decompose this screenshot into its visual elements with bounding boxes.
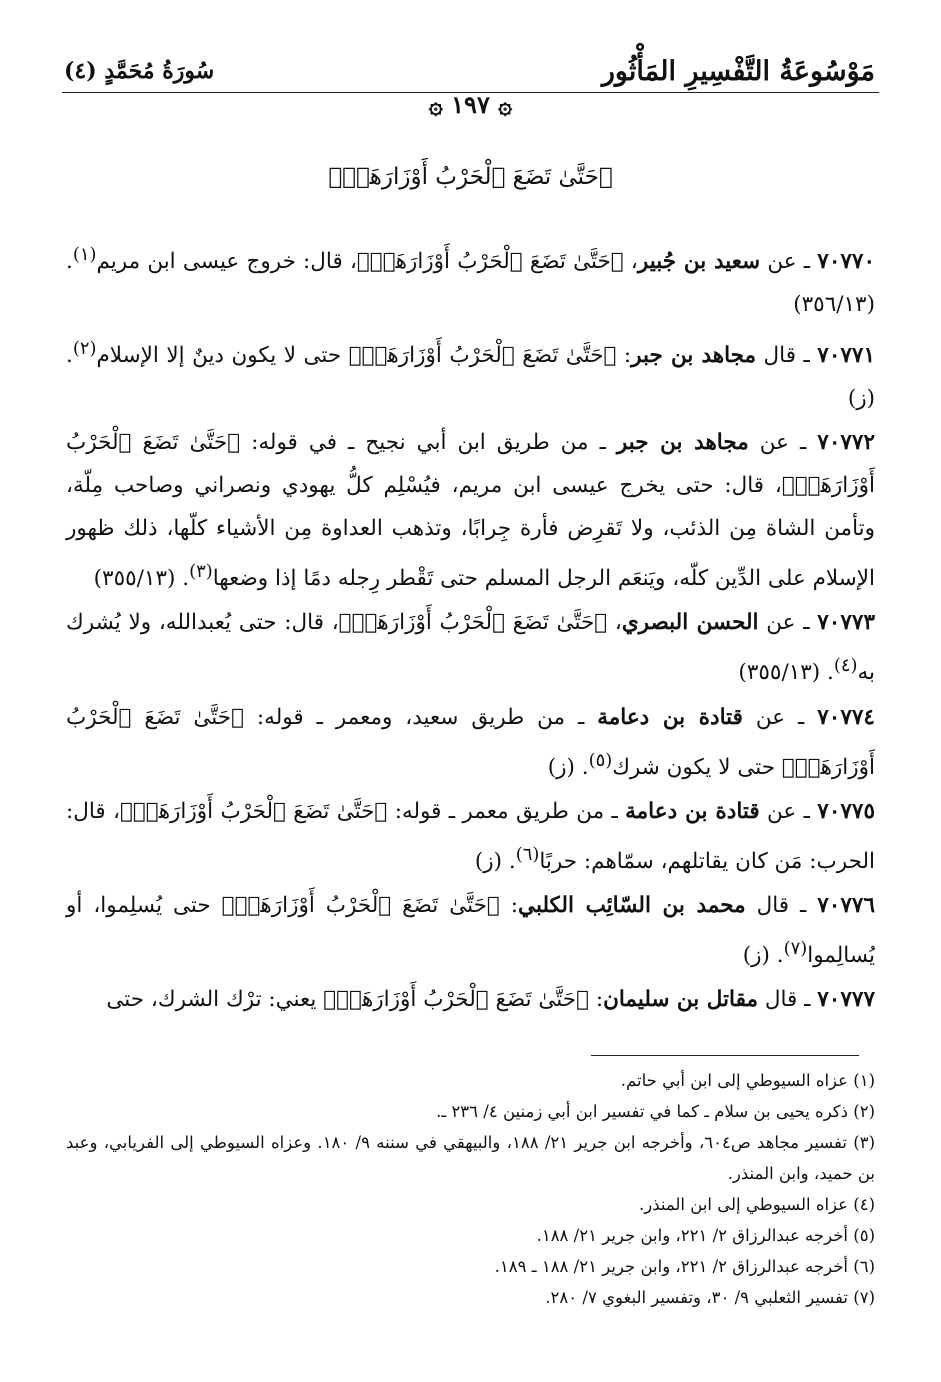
verse-quote: ﴿حَتَّىٰ تَضَعَ ٱلْحَرْبُ أَوْزَارَهَاۚ﴾ xyxy=(356,249,624,275)
entry-text: يعني: ترْك الشرك، حتى xyxy=(106,987,324,1013)
running-title: مَوْسُوعَةُ التَّفْسِيرِ المَأْثُور xyxy=(601,56,875,87)
footnote: (٥) أخرجه عبدالرزاق ٢/ ٢٢١، وابن جرير ٢١/ ١٨٨. xyxy=(536,1226,875,1245)
narrator-name: سعيد بن جُبير xyxy=(637,249,761,275)
entry-text: ، xyxy=(623,249,638,275)
entry-text: ـ عن xyxy=(758,610,818,636)
entry-text: . xyxy=(820,660,834,686)
footnote-marker: (٧) xyxy=(783,937,808,959)
narrator-name: مقاتل بن سليمان xyxy=(603,987,758,1013)
source-reference: (ز) xyxy=(742,943,770,969)
source-reference: (٣٥٥/١٣) xyxy=(738,660,821,686)
entry-text: . xyxy=(502,848,516,874)
footnote-marker: (٥) xyxy=(588,749,613,771)
footnote-marker: (٣) xyxy=(189,561,213,583)
verse-quote: ﴿حَتَّىٰ تَضَعَ ٱلْحَرْبُ أَوْزَارَهَاۚ﴾ xyxy=(348,343,617,369)
entry-number: ٧٠٧٧٢ xyxy=(817,430,876,456)
entry xyxy=(66,696,875,789)
entry xyxy=(66,327,875,420)
entry-text: : xyxy=(588,987,604,1013)
entry-text: ـ من طريق معمر ـ قوله: xyxy=(387,798,626,824)
entry-number: ٧٠٧٧٧ xyxy=(817,987,875,1013)
entry xyxy=(66,601,875,694)
entry-text: ـ قال xyxy=(757,987,818,1013)
entry-text: حتى لا يكون شرك xyxy=(612,754,782,780)
verse-quote: ﴿حَتَّىٰ تَضَعَ ٱلْحَرْبُ أَوْزَارَهَاۚ﴾ xyxy=(323,987,589,1013)
footnote: (٢) ذكره يحيى بن سلام ـ كما في تفسير ابن أبي زمنين ٤/ ٢٣٦ ـ. xyxy=(436,1102,875,1121)
entry-text: : xyxy=(499,892,519,918)
entry-number: ٧٠٧٧٣ xyxy=(817,610,875,636)
entry-text: حتى لا يكون دينٌ إلا الإسلام xyxy=(96,343,349,369)
footnotes-list xyxy=(66,1065,875,1313)
verse-quote: ﴿حَتَّىٰ تَضَعَ ٱلْحَرْبُ أَوْزَارَهَاۚ﴾ xyxy=(221,892,500,918)
footnote-marker: (٢) xyxy=(72,338,97,360)
footnote: (١) عزاه السيوطي إلى ابن أبي حاتم. xyxy=(620,1071,875,1090)
surah-title: سُورَةُ مُحَمَّدٍ (٤) xyxy=(64,58,215,84)
entry-text: . xyxy=(175,566,190,592)
entry-number: ٧٠٧٧٤ xyxy=(817,704,875,730)
footnote-marker: (١) xyxy=(72,244,97,265)
verse-quote: ﴿حَتَّىٰ تَضَعَ ٱلْحَرْبُ أَوْزَارَهَاۚ﴾ xyxy=(66,704,875,780)
entry xyxy=(66,790,875,883)
entry xyxy=(66,978,875,1021)
source-reference: (ز) xyxy=(474,848,503,874)
entry-text: ، قال: خروج عيسى ابن مريم xyxy=(96,249,357,275)
narrator-name: قتادة بن دعامة xyxy=(625,798,760,824)
entry-text: ، قال: حتى يُعبدالله، ولا يُشرك به xyxy=(66,610,875,686)
narrator-name: قتادة بن دعامة xyxy=(597,704,743,730)
verse-quote: ﴿حَتَّىٰ تَضَعَ ٱلْحَرْبُ أَوْزَارَهَاۚ﴾ xyxy=(338,610,608,636)
entry-text: ـ عن xyxy=(742,704,818,730)
entry-text: . xyxy=(769,943,784,969)
entry-text: ـ من طريق سعيد، ومعمر ـ قوله: xyxy=(243,704,598,730)
entry xyxy=(66,421,875,600)
entry-text: . xyxy=(66,343,73,369)
entry-text: ـ قال xyxy=(756,343,818,369)
narrator-name: محمد بن السّائِب الكلبي xyxy=(518,892,746,918)
footnote-marker: (٤) xyxy=(833,655,858,677)
entry-text: . xyxy=(66,249,73,275)
entry-text: ، قال: الحرب: مَن كان يقاتلهم، سمّاهم: حربًا xyxy=(66,798,875,874)
verse-quote: ﴿حَتَّىٰ تَضَعَ ٱلْحَرْبُ أَوْزَارَهَاۚ﴾ xyxy=(66,430,875,499)
entry-text: ـ قال xyxy=(745,892,818,918)
entry-number: ٧٠٧٧٠ xyxy=(817,249,876,275)
entries-list xyxy=(66,233,875,1021)
footnote: (٣) تفسير مجاهد ص٦٠٤، وأخرجه ابن جرير ٢١/ ١٨٨، والبيهقي في سننه ٩/ ١٨٠. وعزاه السيوطي إلى الفريابي، وعبد بن حميد، وابن المنذر. xyxy=(66,1133,875,1183)
footnote: (٦) أخرجه عبدالرزاق ٢/ ٢٢١، وابن جرير ٢١/ ١٨٨ ـ ١٨٩. xyxy=(494,1257,875,1276)
verse-heading: ﴿حَتَّىٰ تَضَعَ ٱلْحَرْبُ أَوْزَارَهَاۚ﴾ xyxy=(328,164,613,190)
entry xyxy=(66,233,875,326)
narrator-name: مجاهد بن جبر xyxy=(616,430,749,456)
narrator-name: الحسن البصري xyxy=(621,610,759,636)
entry xyxy=(66,884,875,977)
entry-text: . xyxy=(574,754,589,780)
verse-quote: ﴿حَتَّىٰ تَضَعَ ٱلْحَرْبُ أَوْزَارَهَاۚ﴾ xyxy=(120,798,388,824)
entry-text: ـ من طريق ابن أبي نجيح ـ في قوله: xyxy=(240,430,617,456)
entry-text: ـ عن xyxy=(748,430,818,456)
entry-text: حتى يُسلِموا، أو يُسالِموا xyxy=(66,892,875,969)
source-reference: (ز) xyxy=(847,386,875,412)
entry-text: ، xyxy=(607,610,622,636)
source-reference: (ز) xyxy=(547,754,575,780)
entry-text: : xyxy=(616,343,632,369)
source-reference: (٣٥٦/١٣) xyxy=(793,292,875,318)
page-number: ۞ ١٩٧ ۞ xyxy=(428,90,513,119)
entry-number: ٧٠٧٧٥ xyxy=(817,798,876,824)
narrator-name: مجاهد بن جبر xyxy=(631,343,757,369)
entry-text: ـ عن xyxy=(759,798,818,824)
entry-text: ، قال: حتى يخرج عيسى ابن مريم، فيُسْلِم كلُّ يهودي ونصراني وصاحب مِلّة، وتأمن الشاة مِن الذئب، ولا تَقرِض فأرة جِرابًا، وتذهب العداوة مِن الأشياء كلّها، ذلك ظهور الإسلام على الدِّين كلّه، ويَنعَم الرجل المسلم حتى تَقْطر رِجله دمًا إذا وضعها xyxy=(66,473,875,592)
entry-number: ٧٠٧٧١ xyxy=(817,343,876,369)
entry-text: ـ عن xyxy=(760,249,818,275)
footnote: (٤) عزاه السيوطي إلى ابن المنذر. xyxy=(639,1195,875,1214)
footnote-rule xyxy=(591,1055,859,1056)
footnote-marker: (٦) xyxy=(515,843,540,865)
footnote: (٧) تفسير الثعلبي ٩/ ٣٠، وتفسير البغوي ٧/ ٢٨٠. xyxy=(545,1288,875,1307)
entry-number: ٧٠٧٧٦ xyxy=(817,892,875,918)
source-reference: (٣٥٥/١٣) xyxy=(93,566,176,592)
